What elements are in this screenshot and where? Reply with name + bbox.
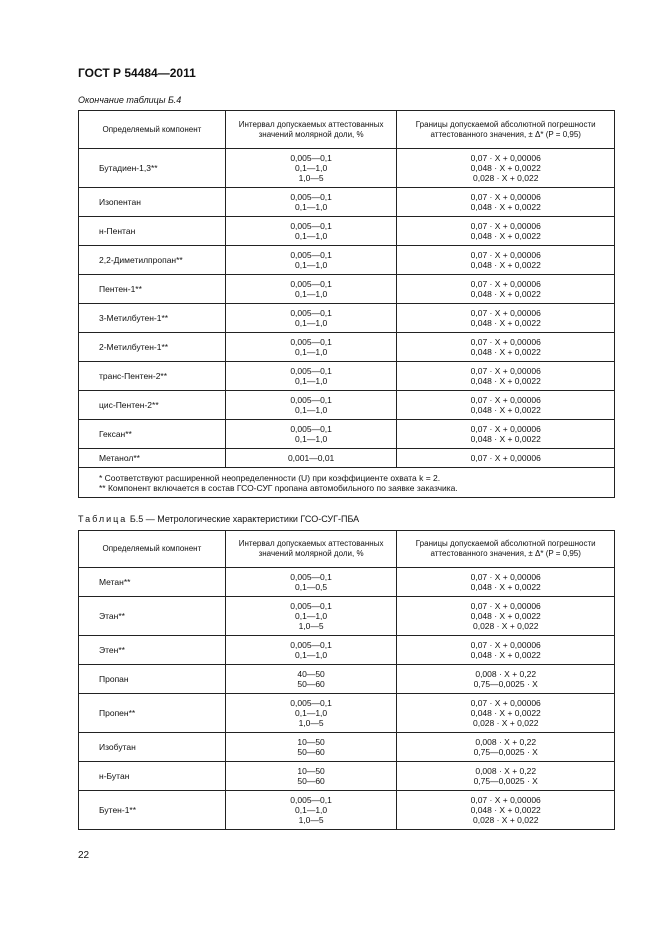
table-row: [79, 597, 615, 636]
error-bound-cell: [397, 275, 615, 304]
error-bound-cell: [397, 391, 615, 420]
table-row: [79, 275, 615, 304]
error-formula: 0,048 · X + 0,0022: [470, 650, 541, 660]
error-formula: 0,07 · X + 0,00006: [470, 698, 541, 708]
interval-cell: [225, 665, 397, 694]
component-name: Пропен**: [79, 694, 226, 733]
interval-cell: [225, 420, 397, 449]
error-bound-cell: [397, 449, 615, 468]
component-name: Гексан**: [79, 420, 226, 449]
interval-value: 0,001—0,01: [287, 453, 335, 463]
note-optional-component: ** Компонент включается в состав ГСО-СУГ пропана автомобильного по заявке заказчика.: [99, 483, 458, 493]
error-formula: 0,048 · X + 0,0022: [470, 434, 541, 444]
component-name: Этан**: [79, 597, 226, 636]
error-formula: 0,048 · X + 0,0022: [470, 163, 541, 173]
error-formula: 0,028 · X + 0,022: [472, 718, 539, 728]
error-bound-cell: [397, 217, 615, 246]
interval-cell: [225, 449, 397, 468]
error-formula: 0,75—0,0025 · X: [473, 747, 538, 757]
page-number: 22: [78, 850, 90, 861]
column-header-interval: Интервал допускаемых аттестованных значений молярной доли, %: [225, 111, 397, 149]
column-header-interval: Интервал допускаемых аттестованных значений молярной доли, %: [225, 531, 397, 568]
table-row: [79, 333, 615, 362]
component-name: Пентен-1**: [79, 275, 226, 304]
error-formula: 0,048 · X + 0,0022: [470, 260, 541, 270]
error-formula: 0,07 · X + 0,00006: [470, 337, 541, 347]
error-formula: 0,07 · X + 0,00006: [470, 424, 541, 434]
error-formula: 0,008 · X + 0,22: [475, 766, 537, 776]
interval-value: 0,005—0,1: [290, 640, 332, 650]
error-formula: 0,07 · X + 0,00006: [470, 153, 541, 163]
error-bound-cell: [397, 304, 615, 333]
component-name: Метанол**: [79, 449, 226, 468]
interval-value: 0,005—0,1: [290, 308, 332, 318]
error-formula: 0,07 · X + 0,00006: [470, 453, 541, 463]
component-name: Изобутан: [79, 733, 226, 762]
interval-value: 0,1—1,0: [295, 805, 328, 815]
interval-cell: [225, 694, 397, 733]
table2-caption-prefix: Таблица: [78, 514, 128, 524]
interval-cell: [225, 762, 397, 791]
interval-value: 0,1—1,0: [295, 434, 328, 444]
error-formula: 0,008 · X + 0,22: [475, 737, 537, 747]
error-formula: 0,07 · X + 0,00006: [470, 366, 541, 376]
table-row: [79, 246, 615, 275]
error-formula: 0,048 · X + 0,0022: [470, 405, 541, 415]
table-row: [79, 665, 615, 694]
interval-value: 0,005—0,1: [290, 601, 332, 611]
table-row: [79, 762, 615, 791]
interval-value: 0,005—0,1: [290, 424, 332, 434]
error-formula: 0,07 · X + 0,00006: [470, 192, 541, 202]
interval-value: 0,005—0,1: [290, 698, 332, 708]
interval-value: 0,005—0,1: [290, 279, 332, 289]
error-formula: 0,028 · X + 0,022: [472, 815, 539, 825]
error-bound-cell: [397, 597, 615, 636]
column-header-error: Границы допускаемой абсолютной погрешности аттестованного значения, ± Δ* (P = 0,95): [397, 531, 615, 568]
interval-value: 0,1—1,0: [295, 708, 328, 718]
error-formula: 0,07 · X + 0,00006: [470, 395, 541, 405]
interval-value: 0,005—0,1: [290, 221, 332, 231]
table-b5: [78, 530, 615, 830]
error-bound-cell: [397, 188, 615, 217]
error-formula: 0,008 · X + 0,22: [475, 669, 537, 679]
interval-value: 1,0—5: [298, 173, 324, 183]
table1-caption: Окончание таблицы Б.4: [78, 95, 182, 105]
error-formula: 0,048 · X + 0,0022: [470, 582, 541, 592]
column-header-error: Границы допускаемой абсолютной погрешности аттестованного значения, ± Δ* (P = 0,95): [397, 111, 615, 149]
error-formula: 0,07 · X + 0,00006: [470, 279, 541, 289]
component-name: транс-Пентен-2**: [79, 362, 226, 391]
component-name: Метан**: [79, 568, 226, 597]
table1-notes: [79, 468, 615, 498]
table2-body: [79, 568, 615, 830]
table1-body: [79, 149, 615, 468]
error-formula: 0,048 · X + 0,0022: [470, 347, 541, 357]
error-bound-cell: [397, 246, 615, 275]
component-name: н-Пентан: [79, 217, 226, 246]
table-row: [79, 636, 615, 665]
component-name: Изопентан: [79, 188, 226, 217]
error-formula: 0,07 · X + 0,00006: [470, 640, 541, 650]
document-code: ГОСТ Р 54484—2011: [78, 66, 196, 80]
interval-value: 0,1—1,0: [295, 163, 328, 173]
interval-value: 0,005—0,1: [290, 250, 332, 260]
error-formula: 0,048 · X + 0,0022: [470, 805, 541, 815]
error-bound-cell: [397, 333, 615, 362]
interval-value: 0,1—1,0: [295, 611, 328, 621]
interval-value: 50—60: [297, 679, 325, 689]
table-row: [79, 568, 615, 597]
interval-cell: [225, 304, 397, 333]
interval-value: 0,1—1,0: [295, 202, 328, 212]
interval-value: 0,005—0,1: [290, 337, 332, 347]
interval-cell: [225, 149, 397, 188]
interval-value: 0,1—0,5: [295, 582, 328, 592]
error-bound-cell: [397, 362, 615, 391]
error-formula: 0,048 · X + 0,0022: [470, 611, 541, 621]
component-name: н-Бутан: [79, 762, 226, 791]
interval-cell: [225, 597, 397, 636]
interval-value: 0,1—1,0: [295, 289, 328, 299]
interval-cell: [225, 391, 397, 420]
component-name: 2-Метилбутен-1**: [79, 333, 226, 362]
error-formula: 0,048 · X + 0,0022: [470, 231, 541, 241]
interval-value: 0,1—1,0: [295, 318, 328, 328]
column-header-component: Определяемый компонент: [79, 111, 226, 149]
error-bound-cell: [397, 149, 615, 188]
error-formula: 0,048 · X + 0,0022: [470, 376, 541, 386]
interval-value: 0,1—1,0: [295, 260, 328, 270]
interval-cell: [225, 246, 397, 275]
interval-cell: [225, 733, 397, 762]
component-name: Пропан: [79, 665, 226, 694]
component-name: Бутен-1**: [79, 791, 226, 830]
interval-cell: [225, 217, 397, 246]
component-name: цис-Пентен-2**: [79, 391, 226, 420]
error-formula: 0,07 · X + 0,00006: [470, 221, 541, 231]
interval-cell: [225, 275, 397, 304]
error-formula: 0,07 · X + 0,00006: [470, 795, 541, 805]
interval-value: 0,1—1,0: [295, 376, 328, 386]
interval-cell: [225, 791, 397, 830]
interval-value: 0,005—0,1: [290, 192, 332, 202]
error-formula: 0,07 · X + 0,00006: [470, 308, 541, 318]
component-name: Этен**: [79, 636, 226, 665]
error-bound-cell: [397, 762, 615, 791]
component-name: 3-Метилбутен-1**: [79, 304, 226, 333]
interval-cell: [225, 636, 397, 665]
interval-value: 0,005—0,1: [290, 572, 332, 582]
interval-cell: [225, 333, 397, 362]
error-formula: 0,048 · X + 0,0022: [470, 318, 541, 328]
error-formula: 0,75—0,0025 · X: [473, 776, 538, 786]
table-row: [79, 217, 615, 246]
table-row: [79, 420, 615, 449]
table-row: [79, 791, 615, 830]
table-row: [79, 391, 615, 420]
component-name: 2,2-Диметилпропан**: [79, 246, 226, 275]
table2-caption-text: Б.5 — Метрологические характеристики ГСО-СУГ-ПБА: [129, 514, 360, 524]
interval-value: 0,005—0,1: [290, 795, 332, 805]
interval-value: 1,0—5: [298, 621, 324, 631]
table-row: [79, 304, 615, 333]
interval-value: 0,1—1,0: [295, 347, 328, 357]
error-formula: 0,028 · X + 0,022: [472, 621, 539, 631]
error-bound-cell: [397, 568, 615, 597]
error-formula: 0,75—0,0025 · X: [473, 679, 538, 689]
error-bound-cell: [397, 694, 615, 733]
interval-value: 0,1—1,0: [295, 231, 328, 241]
error-formula: 0,028 · X + 0,022: [472, 173, 539, 183]
interval-value: 0,005—0,1: [290, 366, 332, 376]
interval-value: 10—50: [297, 737, 325, 747]
error-bound-cell: [397, 665, 615, 694]
table-row: [79, 188, 615, 217]
interval-value: 50—60: [297, 776, 325, 786]
error-bound-cell: [397, 636, 615, 665]
table-row: [79, 733, 615, 762]
error-formula: 0,048 · X + 0,0022: [470, 289, 541, 299]
interval-value: 1,0—5: [298, 815, 324, 825]
note-expanded-uncertainty: * Соответствуют расширенной неопределенности (U) при коэффициенте охвата k = 2.: [99, 473, 441, 483]
table-row: [79, 362, 615, 391]
column-header-component: Определяемый компонент: [79, 531, 226, 568]
interval-cell: [225, 188, 397, 217]
table-row: [79, 149, 615, 188]
error-bound-cell: [397, 733, 615, 762]
interval-value: 0,1—1,0: [295, 650, 328, 660]
interval-cell: [225, 568, 397, 597]
interval-value: 1,0—5: [298, 718, 324, 728]
table-row: [79, 694, 615, 733]
error-formula: 0,07 · X + 0,00006: [470, 601, 541, 611]
error-bound-cell: [397, 420, 615, 449]
interval-value: 50—60: [297, 747, 325, 757]
interval-value: 0,005—0,1: [290, 395, 332, 405]
interval-value: 0,1—1,0: [295, 405, 328, 415]
interval-value: 40—50: [297, 669, 325, 679]
error-formula: 0,07 · X + 0,00006: [470, 250, 541, 260]
interval-value: 0,005—0,1: [290, 153, 332, 163]
error-formula: 0,048 · X + 0,0022: [470, 708, 541, 718]
error-bound-cell: [397, 791, 615, 830]
component-name: Бутадиен-1,3**: [79, 149, 226, 188]
error-formula: 0,07 · X + 0,00006: [470, 572, 541, 582]
error-formula: 0,048 · X + 0,0022: [470, 202, 541, 212]
table-row: [79, 449, 615, 468]
table-b4-end: [78, 110, 615, 498]
table2-caption: [78, 514, 359, 524]
interval-value: 10—50: [297, 766, 325, 776]
interval-cell: [225, 362, 397, 391]
